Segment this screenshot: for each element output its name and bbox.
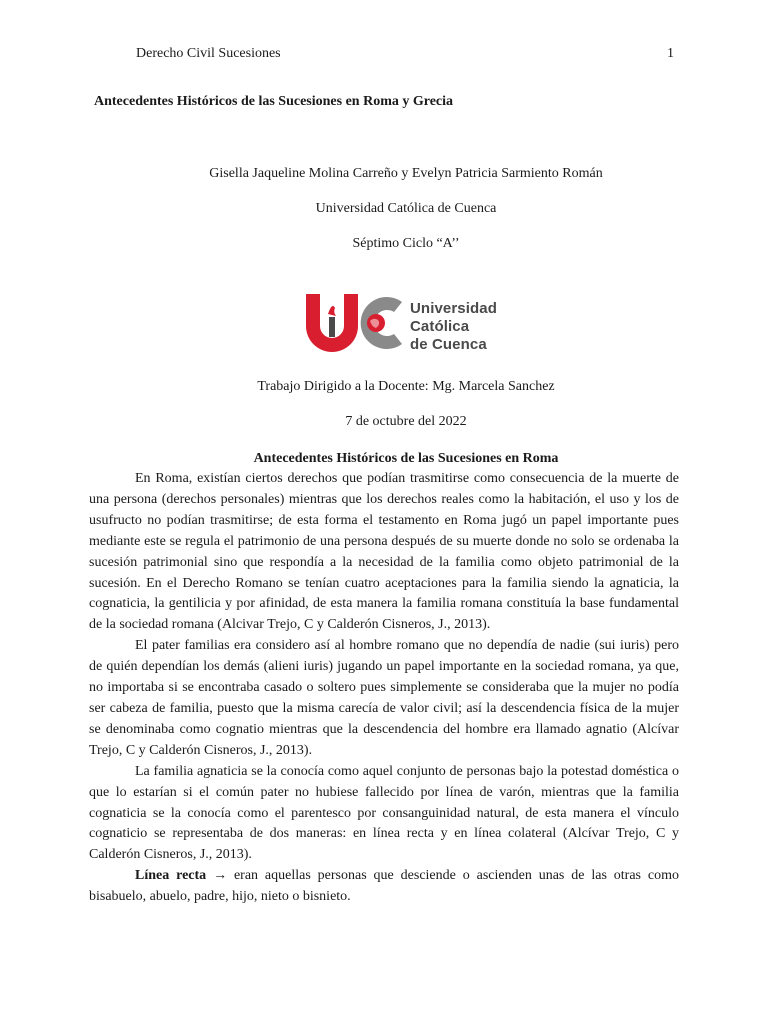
logo-torch <box>328 306 336 316</box>
cycle: Séptimo Ciclo “A’’ <box>352 236 460 251</box>
body-text <box>89 469 679 908</box>
university-logo <box>302 292 502 356</box>
logo-line-1: Universidad <box>410 300 497 317</box>
page-number: 1 <box>667 46 674 61</box>
document-title: Antecedentes Históricos de las Sucesiones en Roma y Grecia <box>94 94 454 109</box>
docente-line: Trabajo Dirigido a la Docente: Mg. Marcela Sanchez <box>257 379 555 394</box>
paragraph-3: La familia agnaticia se la conocía como aquel conjunto de personas bajo la potestad doméstica o que lo estarían si el común pater no hubiese fallecido por línea de varón, mientras que la familia cognaticia se la conocía como el parentesco por consanguinidad natural, de esta manera el vínculo cognaticio se representaba de dos maneras: en línea recta y en línea colateral (Alcívar Trejo, C y Calderón Cisneros, J., 2013). <box>89 763 679 863</box>
running-head: Derecho Civil Sucesiones <box>136 46 281 61</box>
paragraph-1: En Roma, existían ciertos derechos que podían trasmitirse como consecuencia de la muerte de una persona (derechos personales) mientras que los derechos reales como la habitación, el uso y los de usufructo no podían trasmitirse; de esta forma el testamento en Roma jugó un papel importante pues mediante este se regula el patrimonio de una persona después de su muerte donde no solo se ordenaba la sucesión patrimonial sino que respondía a la necesidad de la familia como objeto patrimonial de la sucesión. En el Derecho Romano se tenían cuatro aceptaciones para la familia siendo la agnaticia, la cognaticia, la gentilicia y por afinidad, de esta manera la familia romana constituía la base fundamental de la sociedad romana (Alcivar Trejo, C y Calderón Cisneros, J., 2013). <box>89 471 679 633</box>
paragraph-4 <box>89 866 679 908</box>
logo-wordmark <box>410 300 497 354</box>
logo-line-2: Católica <box>410 318 470 335</box>
section-heading: Antecedentes Históricos de las Sucesiones en Roma <box>253 451 559 466</box>
uc-emblem-icon <box>302 292 406 356</box>
arrow-icon: → <box>213 868 228 884</box>
paragraph-4-text: eran aquellas personas que desciende o ascienden unas de las otras como bisabuelo, abuelo, padre, hijo, nieto o bisnieto. <box>89 868 680 905</box>
logo-line-3: de Cuenca <box>410 336 487 353</box>
authors: Gisella Jaqueline Molina Carreño y Evelyn Patricia Sarmiento Román <box>209 166 603 181</box>
university-name: Universidad Católica de Cuenca <box>315 201 497 216</box>
term-linea-recta: Línea recta <box>135 868 207 884</box>
date: 7 de octubre del 2022 <box>345 414 467 429</box>
paragraph-2: El pater familias era considero así al hombre romano que no dependía de nadie (sui iuris) pero de quién dependían los demás (alieni iuris) jugando un papel importante en la sociedad romana, ya que, no importaba si se encontraba casado o soltero pues simplemente se consideraba que la mujer no podía ser cabeza de familia, puesto que la misma carecía de valor civil; así la descendencia física de la mujer se denominaba como cognatio mientras que la descendencia del hombre era llamado agnatio (Alcívar Trejo, C y Calderón Cisneros, J., 2013). <box>89 638 679 758</box>
